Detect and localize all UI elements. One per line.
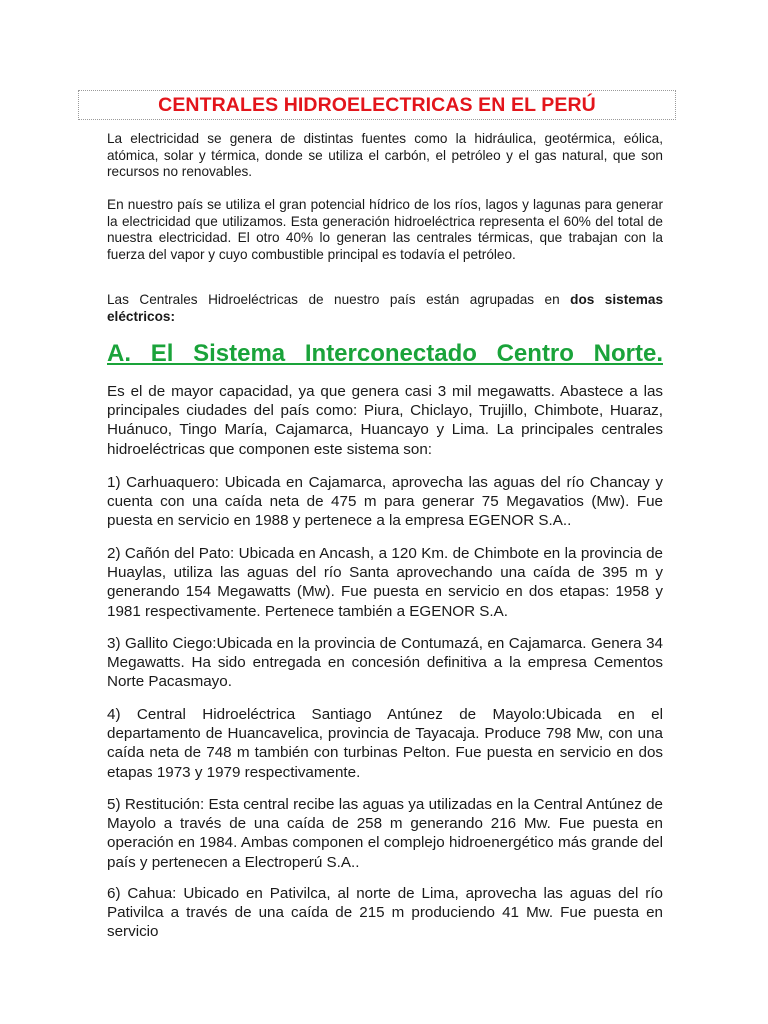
central-carhuaquero: 1) Carhuaquero: Ubicada en Cajamarca, aprovecha las aguas del río Chancay y cuenta con una caída neta de 475 m para generar 75 Megavatios (Mw). Fue puesta en servicio en 1988 y pertenece a la empresa EGENOR S.A.. [107, 474, 663, 530]
section-a-description: Es el de mayor capacidad, ya que genera casi 3 mil megawatts. Abastece a las principales ciudades del país como: Piura, Chiclayo, Trujillo, Chimbote, Huaraz, Huánuco, Tingo María, Cajamarca, Huancayo y Lima. La principales centrales hidroeléctricas que componen este sistema son: [107, 383, 663, 458]
section-a-heading: A. El Sistema Interconectado Centro Norte. [107, 340, 663, 367]
central-restitucion: 5) Restitución: Esta central recibe las aguas ya utilizadas en la Central Antúnez de Mayolo a través de una caída de 258 m generando 216 Mw. Fue puesta en operación en 1984. Ambas componen el complejo hidroenergético más grande del país y pertenecen a Electroperú S.A.. [107, 796, 663, 871]
central-canon-del-pato: 2) Cañón del Pato: Ubicada en Ancash, a 120 Km. de Chimbote en la provincia de Huaylas, utiliza las aguas del río Santa aprovechando una caída de 395 m y generando 154 Megawatts (Mw). Fue puesta en servicio en dos etapas: 1958 y 1981 respectivamente. Pertenece también a EGENOR S.A. [107, 545, 663, 620]
intro-paragraph-3 [107, 292, 663, 325]
central-cahua: 6) Cahua: Ubicado en Pativilca, al norte de Lima, aprovecha las aguas del río Pativilca a través de una caída de 215 m produciendo 41 Mw. Fue puesta en servicio [107, 885, 663, 941]
title-box [78, 90, 676, 120]
intro-paragraph-3-text: Las Centrales Hidroeléctricas de nuestro país están agrupadas en [107, 292, 571, 307]
page-title: CENTRALES HIDROELECTRICAS EN EL PERÚ [158, 94, 596, 116]
central-santiago-antunez-de-mayolo: 4) Central Hidroeléctrica Santiago Antúnez de Mayolo:Ubicada en el departamento de Huancavelica, provincia de Tayacaja. Produce 798 Mw, con una caída neta de 748 m también con turbinas Pelton. Fue puesta en servicio en dos etapas 1973 y 1979 respectivamente. [107, 706, 663, 781]
central-gallito-ciego: 3) Gallito Ciego:Ubicada en la provincia de Contumazá, en Cajamarca. Genera 34 Megawatts. Ha sido entregada en concesión definitiva a la empresa Cementos Norte Pacasmayo. [107, 635, 663, 691]
intro-paragraph-2: En nuestro país se utiliza el gran potencial hídrico de los ríos, lagos y lagunas para generar la electricidad que utilizamos. Esta generación hidroeléctrica representa el 60% del total de nuestra electricidad. El otro 40% lo generan las centrales térmicas, que trabajan con la fuerza del vapor y cuyo combustible principal es todavía el petróleo. [107, 197, 663, 262]
intro-paragraph-1: La electricidad se genera de distintas fuentes como la hidráulica, geotérmica, eólica, atómica, solar y térmica, donde se utiliza el carbón, el petróleo y el gas natural, que son recursos no renovables. [107, 131, 663, 180]
intro-paragraph-3-bold: dos sistemas eléctricos: [107, 292, 664, 324]
